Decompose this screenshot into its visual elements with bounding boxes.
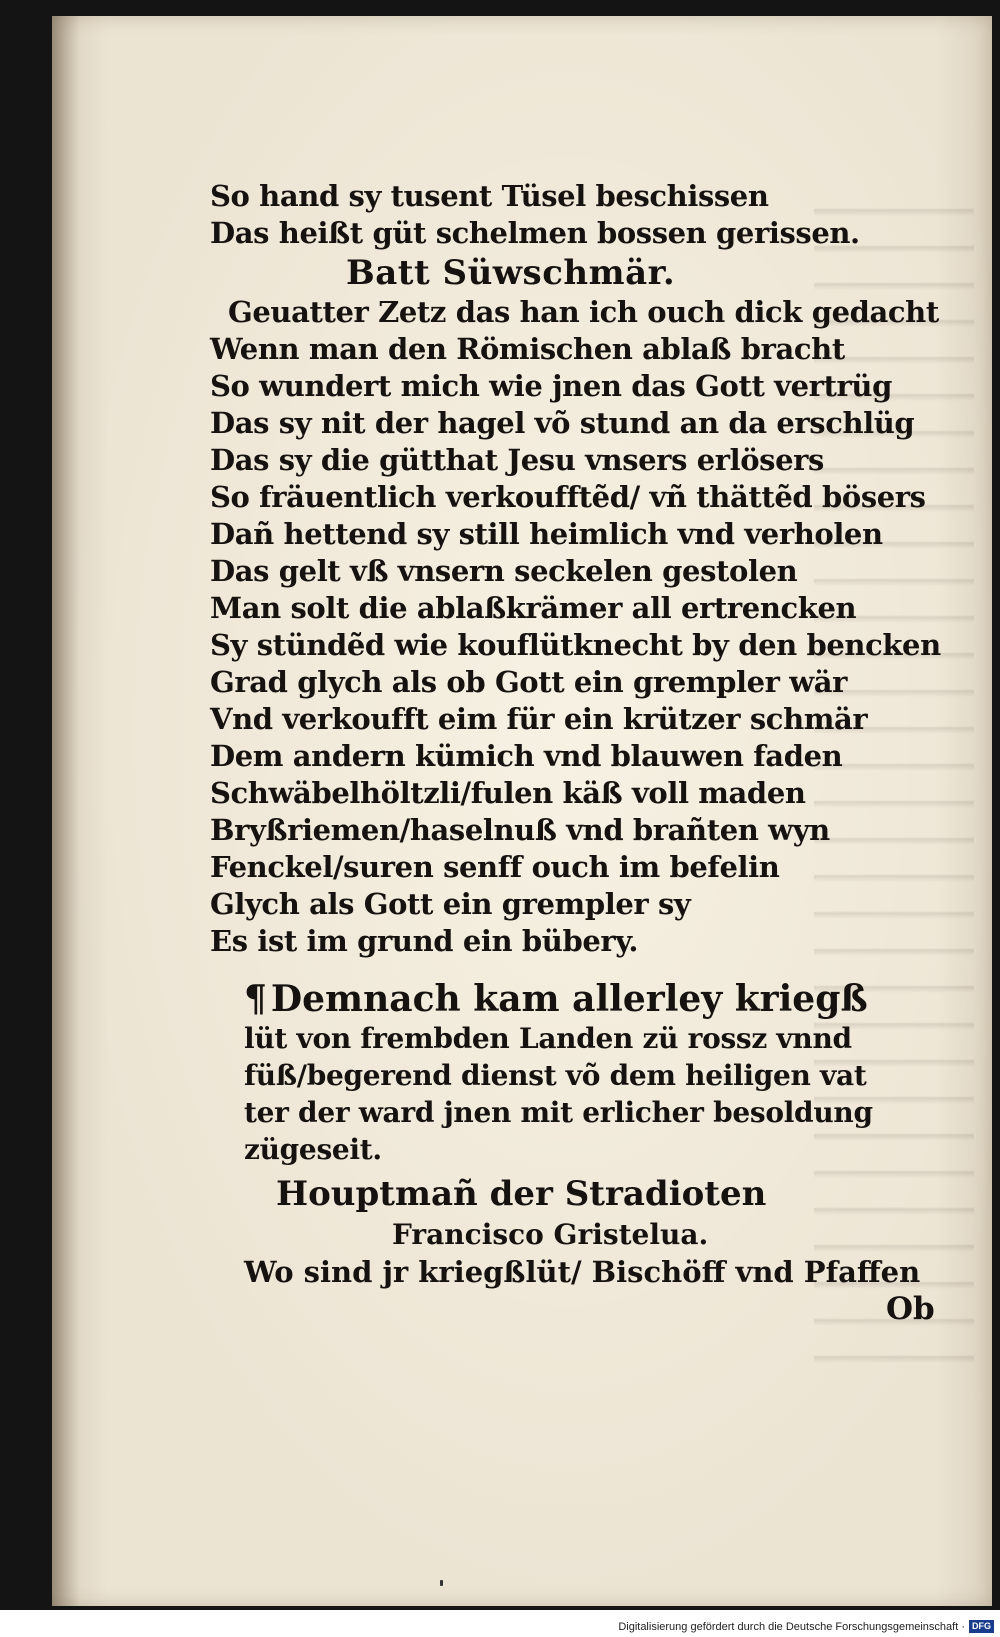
verse-line: Dañ hettend sy still heimlich vnd verholen bbox=[210, 517, 883, 551]
verse-line: Dem andern kümich vnd blauwen faden bbox=[210, 739, 843, 773]
prose-first-line bbox=[206, 978, 966, 1020]
footer-credit bbox=[618, 1620, 994, 1633]
verse-line: Grad glych als ob Gott ein grempler wär bbox=[210, 665, 848, 699]
verse-line: Fenckel/suren senff ouch im befelin bbox=[210, 850, 780, 884]
verse-line: So hand sy tusent Tüsel beschissen bbox=[210, 179, 769, 213]
dfg-logo-icon: DFG bbox=[969, 1620, 994, 1633]
verse-line: Geuatter Zetz das han ich ouch dick gedacht bbox=[228, 295, 939, 329]
verse-line: Es ist im grund ein bübery. bbox=[210, 924, 639, 958]
prose-line: ter der ward jnen mit erlicher besoldung bbox=[244, 1096, 873, 1129]
pilcrow-icon: ¶ bbox=[244, 978, 267, 1020]
prose-line: füß/begerend dienst võ dem heiligen vat bbox=[244, 1059, 867, 1092]
verse-line: Das sy die gütthat Jesu vnsers erlösers bbox=[210, 443, 824, 477]
speaker-name: Francisco Gristelua. bbox=[392, 1218, 709, 1251]
verse-line: Glych als Gott ein grempler sy bbox=[210, 887, 691, 921]
verse-line: Bryßriemen/haselnuß vnd brañten wyn bbox=[210, 813, 830, 847]
verse-line: Sy stündẽd wie kouflütknecht by den bencken bbox=[210, 628, 941, 662]
verse-line: So fräuentlich verkoufftẽd/ vñ thättẽd bösers bbox=[210, 480, 926, 514]
verse-line: Das sy nit der hagel võ stund an da erschlüg bbox=[210, 406, 915, 440]
prose-line: lüt von frembden Landen zü rossz vnnd bbox=[244, 1022, 852, 1055]
prose-line: zügeseit. bbox=[244, 1133, 382, 1166]
verse-line: Vnd verkoufft eim für ein krützer schmär bbox=[210, 702, 868, 736]
verse-line: So wundert mich wie jnen das Gott vertrüg bbox=[210, 369, 892, 403]
ink-speck bbox=[440, 1580, 443, 1586]
footer-text: Digitalisierung gefördert durch die Deutsche Forschungsgemeinschaft · bbox=[618, 1620, 965, 1633]
speaker-heading: Batt Süwschmär. bbox=[346, 253, 676, 293]
verse-line: Das gelt vß vnsern seckelen gestolen bbox=[210, 554, 798, 588]
prose-first-text: Demnach kam allerley kriegß bbox=[270, 978, 868, 1020]
catchword: Ob bbox=[886, 1291, 935, 1327]
verse-line: Schwäbelhöltzli/fulen käß voll maden bbox=[210, 776, 806, 810]
verse-line: Wo sind jr kriegßlüt/ Bischöff vnd Pfaffen bbox=[244, 1255, 921, 1289]
gutter-shadow bbox=[52, 16, 80, 1606]
verse-line: Wenn man den Römischen ablaß bracht bbox=[210, 332, 845, 366]
verse-line: Das heißt güt schelmen bossen gerissen. bbox=[210, 216, 860, 250]
section-heading: Houptmañ der Stradioten bbox=[276, 1174, 767, 1214]
verse-line: Man solt die ablaßkrämer all ertrencken bbox=[210, 591, 857, 625]
page-text bbox=[206, 178, 966, 1327]
